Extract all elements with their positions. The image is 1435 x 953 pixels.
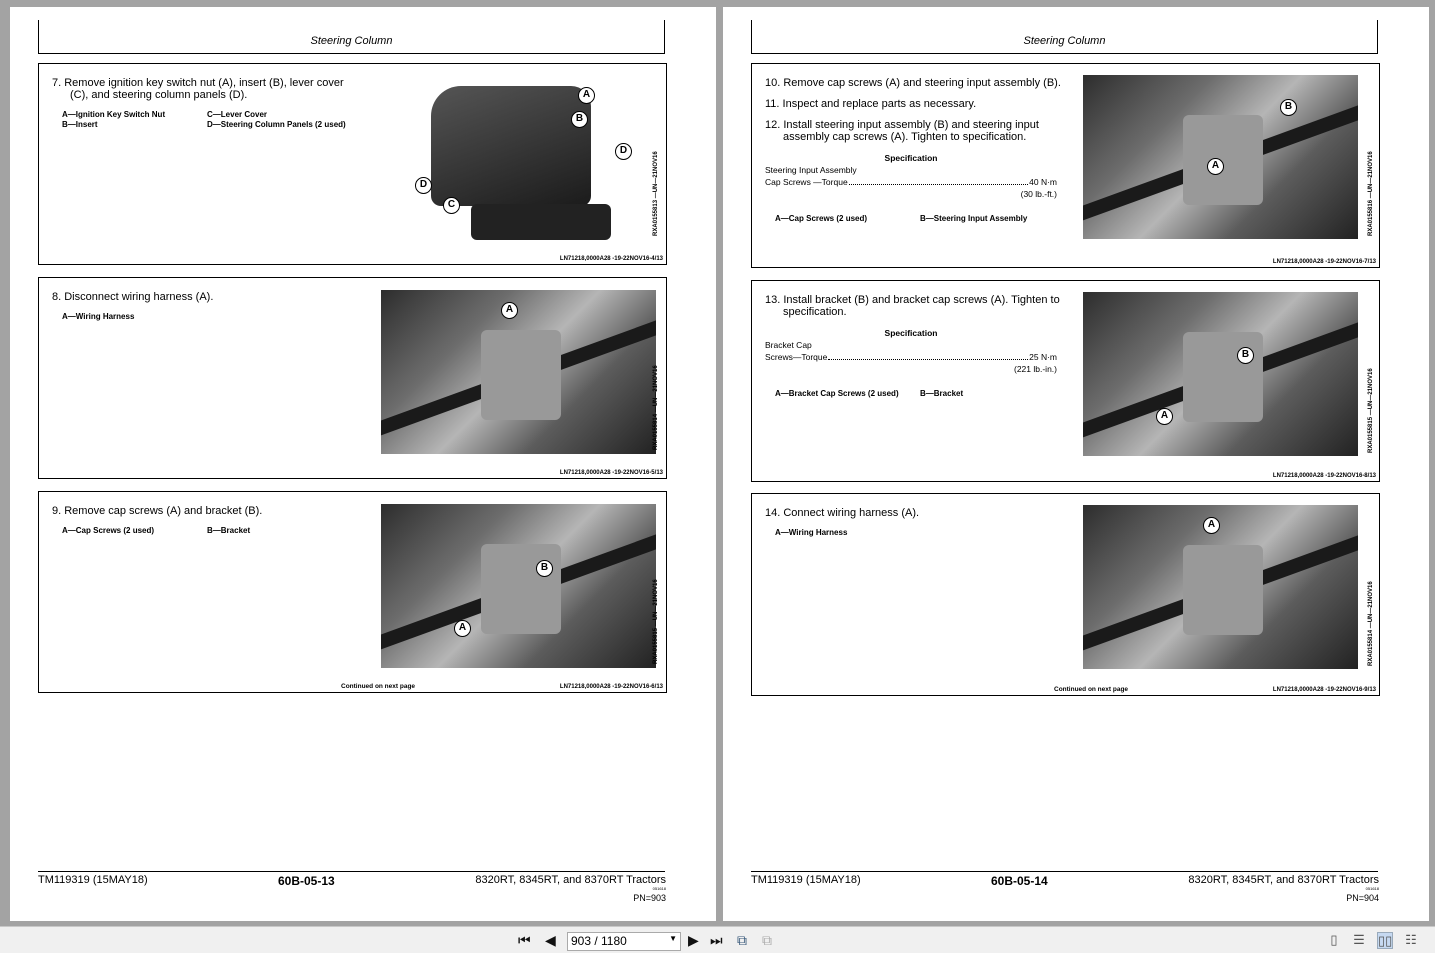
procedure-step-block	[751, 493, 1380, 696]
procedure-step-block	[751, 280, 1380, 482]
illustration	[1083, 292, 1358, 456]
manual-page-left	[10, 7, 716, 921]
step-instruction: 7. Remove ignition key switch nut (A), insert (B), lever cover (C), and steering column panels (D).	[52, 77, 344, 101]
leader-dots	[849, 176, 1028, 185]
step-instruction: 13. Install bracket (B) and bracket cap screws (A). Tighten to specification.	[765, 294, 1060, 318]
reference-code: LN71218,0000A28 -19-22NOV16-8/13	[1272, 473, 1376, 479]
image-id: RXA0155815 —UN—21NOV16	[653, 579, 659, 664]
legend-item: A—Cap Screws (2 used)	[62, 526, 155, 535]
step-instruction: 14. Connect wiring harness (A).	[765, 507, 920, 519]
step-instruction: 9. Remove cap screws (A) and bracket (B).	[52, 505, 263, 517]
step-text	[765, 294, 1065, 399]
callout-label: D	[415, 177, 432, 194]
next-view-icon[interactable]: ⧉	[762, 932, 772, 948]
legend-column	[775, 389, 920, 399]
spec-item-name: Bracket Cap	[765, 340, 812, 350]
previous-page-button[interactable]: ◀	[545, 932, 556, 948]
illustration	[381, 76, 656, 240]
legend-item: B—Bracket	[920, 389, 964, 398]
callout-legend	[62, 526, 352, 536]
illustration	[1083, 75, 1358, 239]
spec-alt-value: (221 lb.-in.)	[1014, 364, 1057, 374]
legend-item: A—Cap Screws (2 used)	[775, 214, 868, 223]
legend-column	[207, 526, 352, 536]
spec-alt-value: (30 lb.-ft.)	[1020, 189, 1057, 199]
step-instruction: 8. Disconnect wiring harness (A).	[52, 291, 214, 303]
steering-column-drawing	[431, 86, 591, 206]
spec-row	[765, 176, 1057, 188]
step-instruction: 12. Install steering input assembly (B) and steering input assembly cap screws (A). Tighten to specification.	[765, 119, 1039, 143]
legend-column	[62, 312, 208, 322]
date-code: 051618	[1365, 886, 1379, 891]
continuous-facing-view-icon[interactable]: ☷	[1405, 932, 1417, 947]
continuous-view-icon[interactable]: ☰	[1353, 932, 1365, 947]
doc-number: TM119319 (15MAY18)	[38, 874, 148, 886]
illustration	[1083, 505, 1358, 669]
first-page-button[interactable]: ⏮	[518, 932, 531, 948]
running-header: Steering Column	[751, 20, 1378, 54]
step-instruction: 10. Remove cap screws (A) and steering input assembly (B).	[765, 77, 1061, 89]
callout-label: D	[615, 143, 632, 160]
reference-code: LN71218,0000A28 -19-22NOV16-5/13	[559, 470, 663, 476]
legend-column	[775, 528, 921, 538]
reference-code: LN71218,0000A28 -19-22NOV16-6/13	[559, 684, 663, 690]
spec-title: Specification	[884, 153, 938, 163]
callout-label: B	[1237, 347, 1254, 364]
illustration	[381, 504, 656, 668]
legend-column	[207, 110, 352, 130]
facing-view-icon[interactable]: ▯▯	[1378, 933, 1393, 948]
callout-label: A	[501, 302, 518, 319]
callout-label: A	[578, 87, 595, 104]
callout-label: B	[536, 560, 553, 577]
legend-item: A—Wiring Harness	[62, 312, 135, 321]
illustration	[381, 290, 656, 454]
footer-rule	[38, 871, 665, 872]
footer-rule	[751, 871, 1378, 872]
legend-item: A—Bracket Cap Screws (2 used)	[775, 389, 899, 398]
legend-item: B—Bracket	[207, 526, 251, 535]
bracket-part	[1183, 332, 1263, 422]
running-header: Steering Column	[38, 20, 665, 54]
bracket-part	[1183, 545, 1263, 635]
callout-legend	[775, 214, 1065, 224]
chevron-down-icon[interactable]: ▼	[669, 934, 677, 943]
legend-column	[62, 110, 207, 130]
reference-code: LN71218,0000A28 -19-22NOV16-9/13	[1272, 687, 1376, 693]
single-page-view-icon[interactable]: ▯	[1330, 932, 1338, 947]
legend-item: C—Lever Cover	[207, 110, 268, 119]
page-code: 60B-05-14	[991, 874, 1048, 888]
legend-item: B—Insert	[62, 120, 98, 129]
legend-column	[920, 389, 1065, 399]
bracket-part	[481, 330, 561, 420]
reference-code: LN71218,0000A28 -19-22NOV16-7/13	[1272, 259, 1376, 265]
image-id: RXA0155814 —UN—21NOV16	[1368, 581, 1374, 666]
spec-value: 25 N·m	[1029, 352, 1057, 362]
legend-item: A—Ignition Key Switch Nut	[62, 110, 166, 119]
doc-number: TM119319 (15MAY18)	[751, 874, 861, 886]
manual-title: 8320RT, 8345RT, and 8370RT Tractors	[475, 874, 666, 886]
next-page-button[interactable]: ▶	[688, 932, 699, 948]
spec-item-name: Steering Input Assembly	[765, 165, 857, 175]
callout-label: A	[1207, 158, 1224, 175]
step-text	[52, 291, 352, 322]
callout-label: A	[1203, 517, 1220, 534]
procedure-step-block	[38, 277, 667, 479]
step-text	[52, 77, 352, 130]
legend-column	[775, 214, 920, 224]
spec-value: 40 N·m	[1029, 177, 1057, 187]
page-indicator: 903 / 1180	[571, 934, 627, 948]
legend-item: B—Steering Input Assembly	[920, 214, 1028, 223]
manual-title-block	[475, 874, 666, 891]
procedure-step-block	[38, 63, 667, 265]
pn-number: PN=904	[1346, 893, 1379, 903]
callout-legend	[62, 110, 352, 130]
bracket-part	[1183, 115, 1263, 205]
leader-dots	[828, 351, 1028, 360]
callout-label: C	[443, 197, 460, 214]
continued-note: Continued on next page	[341, 683, 416, 690]
procedure-step-block	[751, 63, 1380, 268]
step-text	[765, 507, 1065, 538]
spec-item-label: Screws—Torque	[765, 352, 828, 362]
spec-title: Specification	[884, 328, 938, 338]
manual-title-block	[1188, 874, 1379, 891]
image-id: RXA0155815 —UN—21NOV16	[1368, 368, 1374, 453]
spec-item-label: Cap Screws —Torque	[765, 177, 848, 187]
callout-legend	[775, 389, 1065, 399]
continued-note: Continued on next page	[1054, 686, 1129, 693]
previous-view-icon[interactable]: ⧉	[737, 932, 747, 948]
callout-label: B	[571, 111, 588, 128]
image-id: RXA0155814 —UN—21NOV16	[653, 365, 659, 450]
legend-column	[920, 214, 1065, 224]
page-code: 60B-05-13	[278, 874, 335, 888]
image-id: RXA0155816 —UN—21NOV16	[1368, 151, 1374, 236]
specification-table	[765, 152, 1057, 200]
step-instruction: 11. Inspect and replace parts as necessary.	[765, 98, 977, 110]
step-text	[765, 77, 1065, 224]
image-id: RXA0155813 —UN—21NOV16	[653, 151, 659, 236]
legend-column	[62, 526, 207, 536]
step-text	[52, 505, 352, 536]
manual-title: 8320RT, 8345RT, and 8370RT Tractors	[1188, 874, 1379, 886]
column-base-drawing	[471, 204, 611, 240]
bracket-part	[481, 544, 561, 634]
callout-label: A	[1156, 408, 1173, 425]
pn-number: PN=903	[633, 893, 666, 903]
spec-row	[765, 351, 1057, 363]
specification-table	[765, 327, 1057, 375]
legend-item: D—Steering Column Panels (2 used)	[207, 120, 346, 129]
manual-page-right	[723, 7, 1429, 921]
callout-legend	[62, 312, 352, 322]
pdf-toolbar	[0, 926, 1435, 953]
page-number-input[interactable]	[567, 932, 681, 951]
callout-label: B	[1280, 99, 1297, 116]
last-page-button[interactable]: ⏭	[710, 932, 723, 948]
callout-label: A	[454, 620, 471, 637]
callout-legend	[775, 528, 1065, 538]
date-code: 051618	[652, 886, 666, 891]
procedure-step-block	[38, 491, 667, 693]
reference-code: LN71218,0000A28 -19-22NOV16-4/13	[559, 256, 663, 262]
legend-item: A—Wiring Harness	[775, 528, 848, 537]
